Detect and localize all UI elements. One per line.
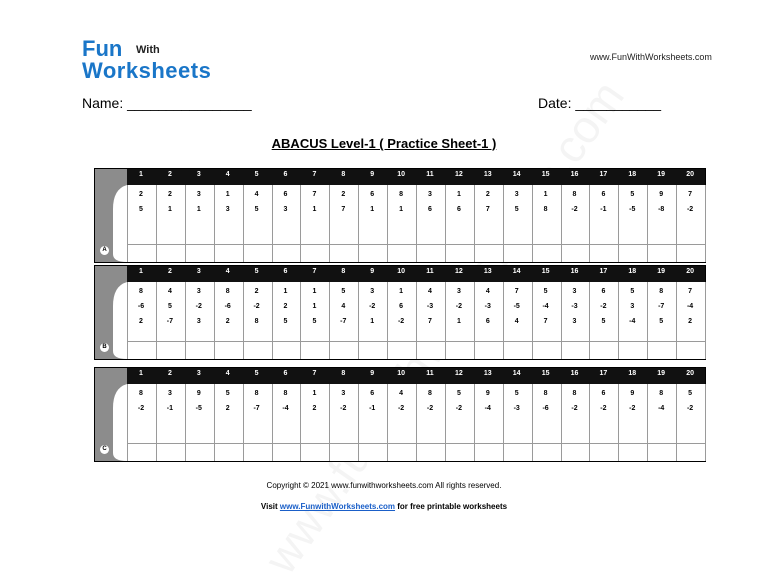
column-number: 9: [370, 370, 375, 377]
column-number: 6: [283, 370, 288, 377]
problem-number: 8: [139, 288, 143, 295]
problem-number: 6: [601, 191, 606, 198]
problem-number: 3: [196, 288, 201, 295]
problem-number: 5: [225, 390, 230, 397]
visit-suffix: for free printable worksheets: [395, 502, 508, 511]
column-number: 7: [312, 370, 317, 377]
problem-number: 2: [312, 405, 317, 412]
problem-number: 1: [283, 288, 288, 295]
column-number: 10: [397, 171, 405, 178]
logo-fun-text: Fun: [82, 36, 123, 61]
problem-number: 7: [341, 206, 346, 213]
problem-number: 6: [370, 191, 375, 198]
column-number: 8: [341, 370, 346, 377]
section-label: C: [100, 445, 109, 454]
column-number: 7: [312, 268, 317, 275]
column-number: 17: [599, 370, 608, 377]
problem-number: 8: [225, 288, 230, 295]
problem-number: -2: [195, 303, 202, 310]
problem-number: 6: [370, 390, 375, 397]
problem-number: -2: [600, 303, 607, 310]
column-number: 14: [512, 370, 521, 377]
problem-number: -1: [600, 206, 607, 213]
problem-number: -2: [455, 405, 462, 412]
problem-number: 5: [659, 318, 664, 325]
problem-number: 3: [428, 191, 432, 198]
problem-number: 8: [572, 390, 577, 397]
problem-number: -4: [686, 303, 694, 310]
column-number: 15: [541, 370, 550, 377]
problem-number: 3: [196, 191, 201, 198]
problem-number: 8: [572, 191, 577, 198]
problem-number: 7: [514, 288, 519, 295]
problem-number: 2: [688, 318, 693, 325]
column-number: 15: [541, 268, 550, 275]
problem-number: -2: [600, 405, 607, 412]
column-number: 20: [686, 171, 694, 178]
problem-number: 6: [485, 318, 490, 325]
problem-number: 3: [196, 318, 201, 325]
column-number: 14: [512, 171, 521, 178]
problem-number: 6: [601, 390, 606, 397]
column-number: 2: [167, 370, 172, 377]
problem-number: -7: [340, 318, 347, 325]
problem-number: -2: [253, 303, 260, 310]
problem-number: 3: [225, 206, 230, 213]
problem-number: 8: [543, 206, 548, 213]
visit-prefix: Visit: [260, 502, 280, 511]
problem-number: 4: [485, 288, 490, 295]
problem-number: 6: [428, 206, 432, 213]
column-number: 14: [512, 268, 521, 275]
column-number: 12: [454, 370, 463, 377]
problem-number: 6: [456, 206, 461, 213]
column-number: 19: [657, 268, 666, 275]
problem-number: 9: [659, 191, 664, 198]
section-label: B: [100, 343, 109, 352]
column-divider: [705, 185, 706, 262]
problem-number: -2: [571, 405, 578, 412]
problem-number: 5: [254, 206, 259, 213]
problem-number: -2: [629, 405, 636, 412]
answer-line: [127, 443, 705, 444]
problem-number: 9: [485, 390, 490, 397]
worksheet-title: ABACUS Level-1 ( Practice Sheet-1 ): [271, 136, 497, 151]
problem-number: 1: [167, 206, 172, 213]
problem-number: 7: [312, 191, 317, 198]
column-number: 17: [599, 268, 608, 275]
column-number: 18: [628, 171, 637, 178]
problem-number: 8: [659, 390, 664, 397]
problem-number: 4: [399, 390, 404, 397]
problem-number: -2: [686, 206, 694, 213]
problem-number: 1: [543, 191, 548, 198]
problem-number: -2: [686, 405, 694, 412]
website-link[interactable]: www.FunwithWorksheets.com: [279, 502, 396, 511]
column-divider: [705, 384, 706, 461]
problem-number: -1: [166, 405, 173, 412]
problem-number: 9: [630, 390, 635, 397]
problem-number: -6: [542, 405, 549, 412]
problem-number: 1: [399, 206, 404, 213]
problem-number: 1: [225, 191, 230, 198]
answer-line: [127, 341, 705, 342]
problem-number: -8: [658, 206, 665, 213]
problem-number: 1: [312, 288, 317, 295]
column-number: 13: [483, 370, 492, 377]
column-number: 15: [541, 171, 550, 178]
column-number: 20: [686, 370, 694, 377]
column-number: 13: [483, 268, 492, 275]
problem-number: 1: [312, 206, 317, 213]
problem-number: 2: [283, 303, 288, 310]
column-number-header: [127, 368, 705, 384]
problem-number: 2: [167, 191, 172, 198]
problem-number: -2: [369, 303, 376, 310]
problem-number: 4: [254, 191, 259, 198]
problem-number: -5: [629, 206, 636, 213]
problem-number: 2: [139, 191, 143, 198]
problem-number: 7: [688, 191, 693, 198]
problem-number: -4: [484, 405, 491, 412]
section-b: [94, 265, 706, 360]
problem-number: 8: [428, 390, 432, 397]
problem-number: 1: [370, 206, 375, 213]
problem-number: 5: [514, 390, 519, 397]
problem-number: 2: [225, 318, 230, 325]
answer-line: [127, 244, 705, 245]
column-number: 4: [225, 370, 230, 377]
problem-number: 3: [456, 288, 461, 295]
visit-line: [0, 502, 768, 511]
column-number: 2: [167, 268, 172, 275]
column-number: 20: [686, 268, 694, 275]
column-number: 8: [341, 268, 346, 275]
column-number: 6: [283, 171, 288, 178]
problem-number: 7: [688, 288, 693, 295]
problem-number: -6: [224, 303, 231, 310]
column-number: 2: [167, 171, 172, 178]
problem-number: -2: [397, 405, 405, 412]
problem-number: 5: [283, 318, 288, 325]
problem-number: -5: [513, 303, 520, 310]
section-label: A: [100, 246, 109, 255]
problem-number: 5: [543, 288, 548, 295]
column-number: 7: [312, 171, 317, 178]
problem-number: 1: [399, 288, 404, 295]
problem-number: 2: [225, 405, 230, 412]
problem-number: 5: [341, 288, 346, 295]
copyright-text: Copyright © 2021 www.funwithworksheets.com All rights reserved.: [266, 481, 502, 490]
column-number: 11: [426, 370, 434, 377]
column-number: 4: [225, 171, 230, 178]
problem-number: 8: [659, 288, 664, 295]
column-number: 10: [397, 268, 405, 275]
problem-number: -3: [484, 303, 491, 310]
column-number: 3: [196, 370, 201, 377]
problem-number: -2: [397, 318, 405, 325]
problem-number: 5: [456, 390, 461, 397]
column-number: 11: [426, 268, 434, 275]
problem-number: -6: [137, 303, 145, 310]
problem-number: -3: [513, 405, 520, 412]
problem-number: 9: [196, 390, 201, 397]
problem-number: 3: [370, 288, 375, 295]
logo-worksheets-text: Worksheets: [82, 58, 212, 83]
problem-number: 2: [341, 191, 346, 198]
column-number: 10: [397, 370, 405, 377]
problem-number: 5: [312, 318, 317, 325]
column-number: 16: [570, 370, 579, 377]
problem-number: 1: [312, 390, 317, 397]
problem-number: 5: [601, 318, 606, 325]
problem-number: 5: [514, 206, 519, 213]
problem-number: 7: [485, 206, 490, 213]
column-number: 16: [570, 171, 579, 178]
problem-number: 3: [630, 303, 635, 310]
problem-number: 6: [399, 303, 404, 310]
problem-number: 4: [167, 288, 172, 295]
problem-number: 4: [341, 303, 346, 310]
problem-number: -2: [426, 405, 434, 412]
column-number: 1: [139, 268, 143, 275]
column-number: 17: [599, 171, 608, 178]
problem-number: -2: [571, 206, 578, 213]
problem-number: 1: [456, 191, 461, 198]
problem-number: 8: [543, 390, 548, 397]
problem-number: 5: [167, 303, 172, 310]
problem-number: 3: [167, 390, 172, 397]
problem-number: 5: [630, 288, 635, 295]
problem-number: 2: [485, 191, 490, 198]
column-number: 6: [283, 268, 288, 275]
column-number: 12: [454, 171, 463, 178]
problem-number: -5: [195, 405, 202, 412]
problem-number: 5: [630, 191, 635, 198]
column-number: 16: [570, 268, 579, 275]
column-number-header: [127, 169, 705, 185]
problem-number: 3: [514, 191, 519, 198]
problem-number: 7: [428, 318, 432, 325]
problem-number: 3: [341, 390, 346, 397]
problem-number: 8: [139, 390, 143, 397]
problem-number: 4: [514, 318, 519, 325]
site-logo[interactable]: [82, 36, 232, 86]
column-number: 12: [454, 268, 463, 275]
problem-number: -3: [571, 303, 578, 310]
problem-number: -7: [253, 405, 260, 412]
problem-number: -2: [137, 405, 145, 412]
column-number: 18: [628, 370, 637, 377]
problem-number: 8: [399, 191, 404, 198]
column-number: 1: [139, 370, 143, 377]
problem-number: 4: [428, 288, 432, 295]
problem-number: 6: [601, 288, 606, 295]
column-number: 5: [254, 171, 259, 178]
problem-number: 3: [572, 288, 577, 295]
problem-number: 8: [254, 390, 259, 397]
column-number: 19: [657, 370, 666, 377]
problem-number: 2: [254, 288, 259, 295]
problem-number: -2: [455, 303, 462, 310]
problem-number: 6: [283, 191, 288, 198]
problem-number: 8: [283, 390, 288, 397]
column-number: 13: [483, 171, 492, 178]
column-number: 19: [657, 171, 666, 178]
problem-number: -1: [369, 405, 376, 412]
site-url: www.FunWithWorksheets.com: [590, 52, 712, 62]
column-number: 1: [139, 171, 143, 178]
problem-number: 3: [572, 318, 577, 325]
problem-number: -2: [340, 405, 347, 412]
column-divider: [705, 282, 706, 359]
problem-number: -4: [629, 318, 636, 325]
problem-number: -4: [282, 405, 289, 412]
problem-number: -7: [166, 318, 173, 325]
problem-number: 1: [196, 206, 201, 213]
column-number: 9: [370, 171, 375, 178]
section-c: [94, 367, 706, 462]
column-number: 11: [426, 171, 434, 178]
column-number: 5: [254, 268, 259, 275]
column-number-header: [127, 266, 705, 282]
section-a: [94, 168, 706, 263]
column-number: 3: [196, 268, 201, 275]
date-field: Date: ___________: [538, 95, 661, 111]
problem-number: 1: [456, 318, 461, 325]
problem-number: 1: [312, 303, 317, 310]
problem-number: 7: [543, 318, 548, 325]
problem-number: -4: [658, 405, 665, 412]
problem-number: 5: [139, 206, 143, 213]
problem-number: 8: [254, 318, 259, 325]
problem-number: -4: [542, 303, 549, 310]
problem-number: 2: [139, 318, 143, 325]
logo-with-text: With: [136, 44, 160, 56]
column-number: 4: [225, 268, 230, 275]
column-number: 18: [628, 268, 637, 275]
problem-number: 1: [370, 318, 375, 325]
name-field: Name: ________________: [82, 95, 252, 111]
problem-number: -7: [658, 303, 665, 310]
column-number: 3: [196, 171, 201, 178]
problem-number: 3: [283, 206, 288, 213]
column-number: 9: [370, 268, 375, 275]
column-number: 5: [254, 370, 259, 377]
problem-number: -3: [426, 303, 434, 310]
column-number: 8: [341, 171, 346, 178]
problem-number: 5: [688, 390, 693, 397]
